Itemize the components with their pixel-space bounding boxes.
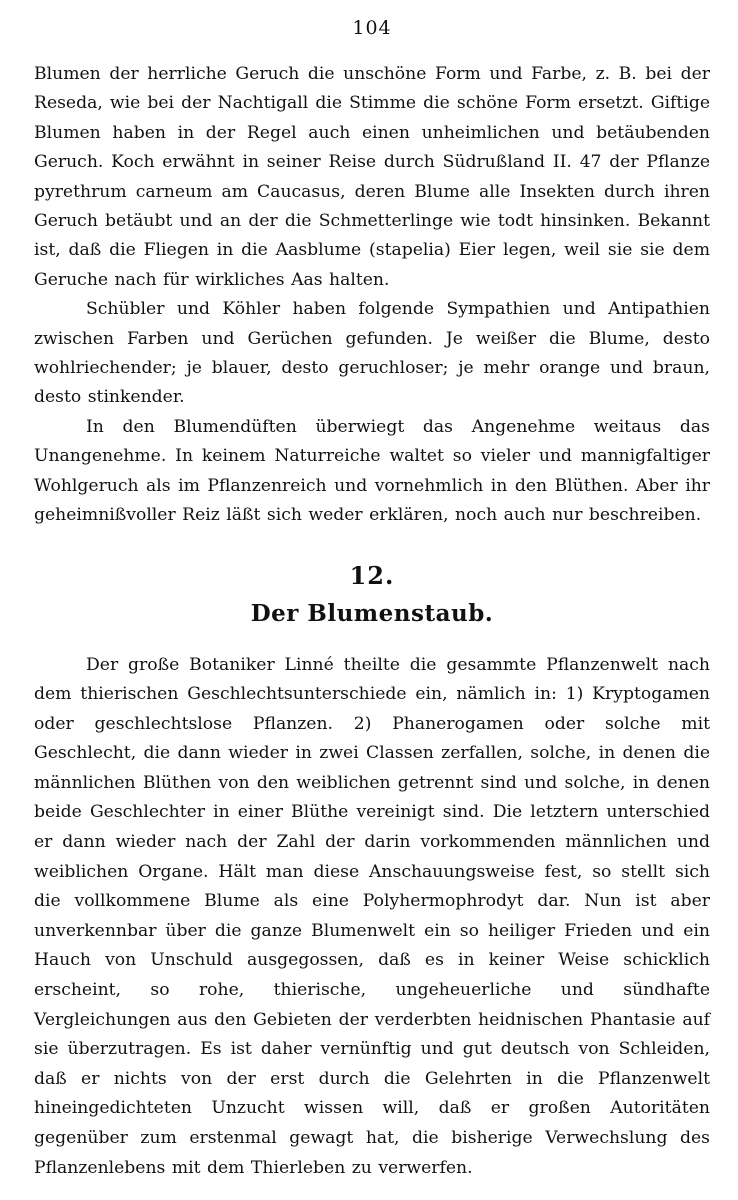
paragraph: Blumen der herrliche Geruch die unschöne Form und Farbe, z. B. bei der Reseda, wie bei der Nachtigall die Stimme die schöne Form ersetzt. Giftige Blumen haben in der Regel auch einen unheimlichen und betäubenden Geruch. Koch erwähnt in seiner Reise durch Südrußland II. 47 der Pflanze pyrethrum carneum am Caucasus, deren Blume alle Insekten durch ihren Geruch betäubt und an der die Schmetterlinge wie todt hinsinken. Bekannt ist, daß die Fliegen in die Aasblume (stapelia) Eier legen, weil sie sie dem Geruche nach für wirkliches Aas halten. bbox=[34, 64, 710, 290]
paragraph: Der große Botaniker Linné theilte die gesammte Pflanzenwelt nach dem thierischen Geschlechtsunterschiede ein, nämlich in: 1) Kryptogamen oder geschlechtslose Pflanzen. 2) Phanerogamen oder solche mit Geschlecht, die dann wieder in zwei Classen zerfallen, solche, in denen die männlichen Blüthen von den weiblichen getrennt sind und solche, in denen beide Geschlechter in einer Blüthe vereinigt sind. Die letztern unterschied er dann wieder nach der Zahl der darin vorkommenden männlichen und weiblichen Organe. Hält man diese Anschauungsweise fest, so stellt sich die vollkommene Blume als eine Polyhermophrodyt dar. Nun ist aber unverkennbar über die ganze Blumenwelt ein so heiliger Frieden und ein Hauch von Unschuld ausgegossen, daß es in keiner Weise schicklich erscheint, so rohe, thierische, ungeheuerliche und sündhafte Vergleichungen aus den Gebieten der verderbten heidnischen Phantasie auf sie überzutragen. Es ist daher vernünftig und gut deutsch von Schleiden, daß er nichts von der erst durch die Gelehrten in die Pflanzenwelt hineingedichteten Unzucht wissen will, daß er großen Autoritäten gegenüber zum erstenmal gewagt hat, die bisherige Verwechslung des Pflanzenlebens mit dem Thierleben zu verwerfen. bbox=[34, 654, 710, 1178]
section-number: 12. bbox=[349, 560, 395, 590]
paragraph: Schübler und Köhler haben folgende Sympathien und Antipathien zwischen Farben und Gerüchen gefunden. Je weißer die Blume, desto wohlriechender; je blauer, desto geruchloser; je mehr orange und braun, desto stinkender. bbox=[34, 299, 710, 408]
section-1 bbox=[34, 60, 710, 531]
page-number: 104 bbox=[352, 17, 392, 39]
section-2 bbox=[34, 651, 710, 1184]
section-title: Der Blumenstaub. bbox=[250, 599, 494, 627]
paragraph: In den Blumendüften überwiegt das Angenehme weitaus das Unangenehme. In keinem Naturreiche waltet so vieler und mannigfaltiger Wohlgeruch als im Pflanzenreich und vornehmlich in den Blüthen. Aber ihr geheimnißvoller Reiz läßt sich weder erklären, noch auch nur beschreiben. bbox=[34, 416, 710, 526]
